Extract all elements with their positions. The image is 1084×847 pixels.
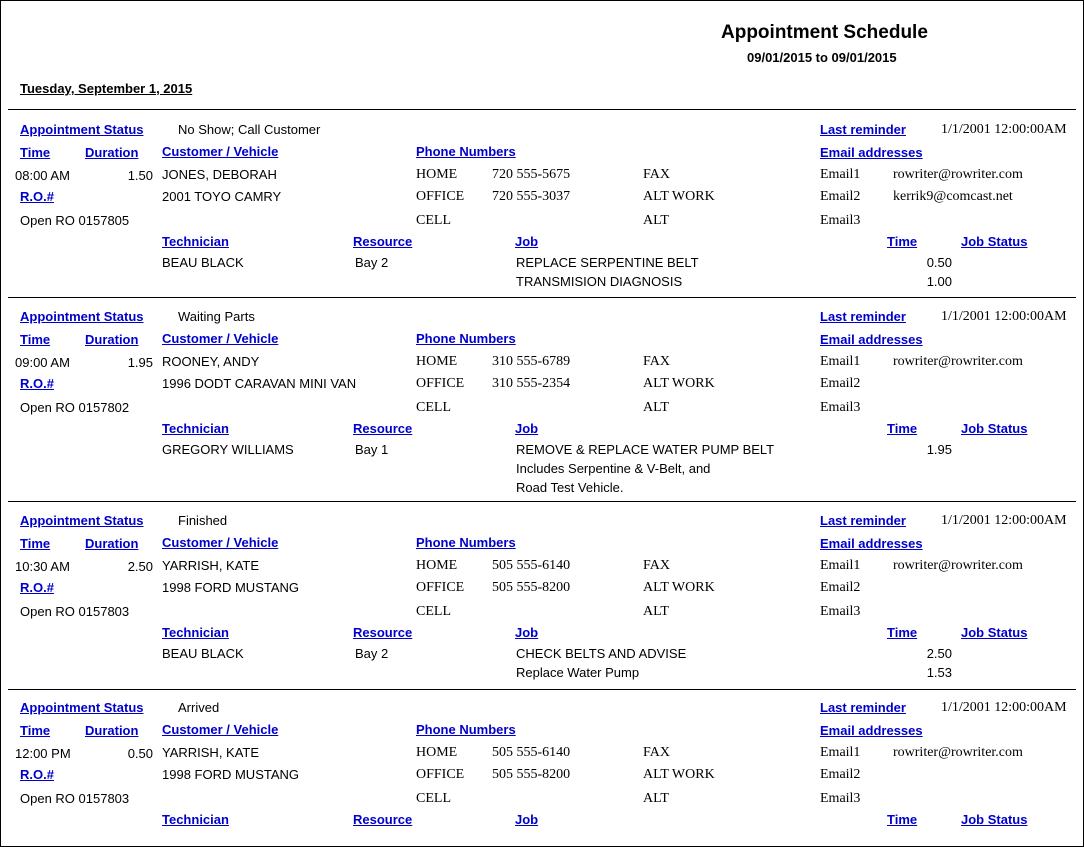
vehicle-description: 1998 FORD MUSTANG — [162, 580, 300, 595]
alt-phone-label: ALT — [643, 400, 669, 415]
phone-numbers-header-link[interactable]: Phone Numbers — [416, 722, 516, 737]
vehicle-description: 2001 TOYO CAMRY — [162, 189, 282, 204]
ro-number-link[interactable]: R.O.# — [20, 189, 54, 204]
home-phone-value: 310 555-6789 — [492, 354, 571, 369]
vehicle-description: 1996 DODT CARAVAN MINI VAN — [162, 376, 357, 391]
job-description: CHECK BELTS AND ADVISE — [516, 646, 687, 661]
job-time-value: 1.53 — [926, 665, 952, 680]
resource-name: Bay 1 — [355, 442, 389, 457]
customer-vehicle-header-link[interactable]: Customer / Vehicle — [162, 535, 279, 550]
home-phone-label: HOME — [416, 354, 458, 369]
email2-label: Email2 — [820, 767, 861, 782]
phone-numbers-header-link[interactable]: Phone Numbers — [416, 331, 516, 346]
job-time-value: 2.50 — [926, 646, 952, 661]
email-addresses-header-link[interactable]: Email addresses — [820, 145, 923, 160]
job-header-link[interactable]: Job — [515, 812, 539, 827]
job-description: Replace Water Pump — [516, 665, 640, 680]
last-reminder-link[interactable]: Last reminder — [820, 700, 906, 715]
alt-phone-label: ALT — [643, 213, 669, 228]
home-phone-value: 505 555-6140 — [492, 745, 571, 760]
resource-header-link[interactable]: Resource — [353, 234, 413, 249]
time-header-link[interactable]: Time — [20, 723, 51, 738]
job-time-value: 0.50 — [926, 255, 952, 270]
home-phone-label: HOME — [416, 745, 458, 760]
email3-label: Email3 — [820, 604, 861, 619]
office-phone-value: 310 555-2354 — [492, 376, 571, 391]
technician-name: BEAU BLACK — [162, 255, 244, 270]
last-reminder-value: 1/1/2001 12:00:00AM — [941, 309, 1067, 324]
ro-number-value: Open RO 0157802 — [20, 400, 130, 415]
alt-phone-label: ALT — [643, 791, 669, 806]
time-header-link[interactable]: Time — [20, 145, 51, 160]
customer-name: ROONEY, ANDY — [162, 354, 260, 369]
last-reminder-link[interactable]: Last reminder — [820, 309, 906, 324]
last-reminder-value: 1/1/2001 12:00:00AM — [941, 700, 1067, 715]
duration-header-link[interactable]: Duration — [85, 332, 139, 347]
email3-label: Email3 — [820, 213, 861, 228]
email2-label: Email2 — [820, 580, 861, 595]
email1-label: Email1 — [820, 167, 861, 182]
appointment-time: 12:00 PM — [15, 746, 71, 761]
alt-work-phone-label: ALT WORK — [643, 189, 715, 204]
phone-numbers-header-link[interactable]: Phone Numbers — [416, 535, 516, 550]
technician-header-link[interactable]: Technician — [162, 812, 229, 827]
ro-number-link[interactable]: R.O.# — [20, 767, 54, 782]
email1-label: Email1 — [820, 745, 861, 760]
home-phone-label: HOME — [416, 558, 458, 573]
job-time-header-link[interactable]: Time — [887, 625, 918, 640]
appointment-status-value: Arrived — [178, 700, 220, 715]
customer-vehicle-header-link[interactable]: Customer / Vehicle — [162, 722, 279, 737]
customer-name: YARRISH, KATE — [162, 745, 260, 760]
resource-header-link[interactable]: Resource — [353, 625, 413, 640]
section-divider — [8, 297, 1076, 298]
appointment-duration: 0.50 — [127, 746, 153, 761]
office-phone-value: 505 555-8200 — [492, 580, 571, 595]
job-description: TRANSMISION DIAGNOSIS — [516, 274, 683, 289]
job-status-header-link[interactable]: Job Status — [961, 812, 1028, 827]
job-status-header-link[interactable]: Job Status — [961, 234, 1028, 249]
duration-header-link[interactable]: Duration — [85, 145, 139, 160]
job-description: REMOVE & REPLACE WATER PUMP BELT — [516, 442, 775, 457]
appointment-status-value: No Show; Call Customer — [178, 122, 321, 137]
cell-phone-label: CELL — [416, 213, 451, 228]
technician-name: GREGORY WILLIAMS — [162, 442, 294, 457]
job-description: Road Test Vehicle. — [516, 480, 624, 495]
cell-phone-label: CELL — [416, 791, 451, 806]
job-time-value: 1.95 — [926, 442, 952, 457]
section-divider — [8, 501, 1076, 502]
alt-work-phone-label: ALT WORK — [643, 376, 715, 391]
customer-vehicle-header-link[interactable]: Customer / Vehicle — [162, 331, 279, 346]
technician-header-link[interactable]: Technician — [162, 421, 229, 436]
email3-label: Email3 — [820, 400, 861, 415]
ro-number-value: Open RO 0157803 — [20, 791, 130, 806]
job-header-link[interactable]: Job — [515, 625, 539, 640]
technician-header-link[interactable]: Technician — [162, 234, 229, 249]
appointment-status-link[interactable]: Appointment Status — [20, 513, 144, 528]
office-phone-value: 720 555-3037 — [492, 189, 571, 204]
resource-name: Bay 2 — [355, 255, 389, 270]
appointment-status-link[interactable]: Appointment Status — [20, 122, 144, 137]
job-header-link[interactable]: Job — [515, 234, 539, 249]
email3-label: Email3 — [820, 791, 861, 806]
resource-header-link[interactable]: Resource — [353, 421, 413, 436]
duration-header-link[interactable]: Duration — [85, 536, 139, 551]
technician-header-link[interactable]: Technician — [162, 625, 229, 640]
phone-numbers-header-link[interactable]: Phone Numbers — [416, 144, 516, 159]
office-phone-value: 505 555-8200 — [492, 767, 571, 782]
report-date-range: 09/01/2015 to 09/01/2015 — [747, 50, 897, 65]
report-title: Appointment Schedule — [721, 22, 928, 43]
day-heading: Tuesday, September 1, 2015 — [20, 81, 193, 96]
job-time-header-link[interactable]: Time — [887, 812, 918, 827]
email1-label: Email1 — [820, 558, 861, 573]
alt-work-phone-label: ALT WORK — [643, 580, 715, 595]
appointment-status-value: Waiting Parts — [178, 309, 255, 324]
job-time-header-link[interactable]: Time — [887, 421, 918, 436]
email-addresses-header-link[interactable]: Email addresses — [820, 332, 923, 347]
email1-label: Email1 — [820, 354, 861, 369]
ro-number-value: Open RO 0157803 — [20, 604, 130, 619]
fax-phone-label: FAX — [643, 354, 670, 369]
ro-number-link[interactable]: R.O.# — [20, 376, 54, 391]
job-description: Includes Serpentine & V-Belt, and — [516, 461, 711, 476]
email2-value: kerrik9@comcast.net — [893, 189, 1013, 204]
fax-phone-label: FAX — [643, 167, 670, 182]
job-header-link[interactable]: Job — [515, 421, 539, 436]
email1-value: rowriter@rowriter.com — [893, 745, 1023, 760]
appointment-status-link[interactable]: Appointment Status — [20, 700, 144, 715]
job-time-header-link[interactable]: Time — [887, 234, 918, 249]
email1-value: rowriter@rowriter.com — [893, 354, 1023, 369]
email2-label: Email2 — [820, 376, 861, 391]
email1-value: rowriter@rowriter.com — [893, 558, 1023, 573]
email1-value: rowriter@rowriter.com — [893, 167, 1023, 182]
appointment-status-value: Finished — [178, 513, 228, 528]
time-header-link[interactable]: Time — [20, 536, 51, 551]
cell-phone-label: CELL — [416, 400, 451, 415]
email-addresses-header-link[interactable]: Email addresses — [820, 536, 923, 551]
ro-number-link[interactable]: R.O.# — [20, 580, 54, 595]
appointment-time: 09:00 AM — [15, 355, 70, 370]
appointment-status-link[interactable]: Appointment Status — [20, 309, 144, 324]
last-reminder-value: 1/1/2001 12:00:00AM — [941, 122, 1067, 137]
customer-vehicle-header-link[interactable]: Customer / Vehicle — [162, 144, 279, 159]
appointment-duration: 1.50 — [127, 168, 153, 183]
section-divider — [8, 689, 1076, 690]
last-reminder-link[interactable]: Last reminder — [820, 122, 906, 137]
ro-number-value: Open RO 0157805 — [20, 213, 130, 228]
customer-name: JONES, DEBORAH — [162, 167, 277, 182]
last-reminder-link[interactable]: Last reminder — [820, 513, 906, 528]
cell-phone-label: CELL — [416, 604, 451, 619]
section-divider — [8, 109, 1076, 110]
office-phone-label: OFFICE — [416, 580, 465, 595]
customer-name: YARRISH, KATE — [162, 558, 260, 573]
resource-name: Bay 2 — [355, 646, 389, 661]
job-status-header-link[interactable]: Job Status — [961, 625, 1028, 640]
office-phone-label: OFFICE — [416, 767, 465, 782]
appointment-duration: 1.95 — [127, 355, 153, 370]
home-phone-value: 505 555-6140 — [492, 558, 571, 573]
resource-header-link[interactable]: Resource — [353, 812, 413, 827]
office-phone-label: OFFICE — [416, 189, 465, 204]
duration-header-link[interactable]: Duration — [85, 723, 139, 738]
email-addresses-header-link[interactable]: Email addresses — [820, 723, 923, 738]
appointment-duration: 2.50 — [127, 559, 153, 574]
last-reminder-value: 1/1/2001 12:00:00AM — [941, 513, 1067, 528]
fax-phone-label: FAX — [643, 745, 670, 760]
fax-phone-label: FAX — [643, 558, 670, 573]
office-phone-label: OFFICE — [416, 376, 465, 391]
job-description: REPLACE SERPENTINE BELT — [516, 255, 699, 270]
time-header-link[interactable]: Time — [20, 332, 51, 347]
technician-name: BEAU BLACK — [162, 646, 244, 661]
job-status-header-link[interactable]: Job Status — [961, 421, 1028, 436]
appointment-time: 10:30 AM — [15, 559, 70, 574]
job-time-value: 1.00 — [926, 274, 952, 289]
vehicle-description: 1998 FORD MUSTANG — [162, 767, 300, 782]
alt-work-phone-label: ALT WORK — [643, 767, 715, 782]
alt-phone-label: ALT — [643, 604, 669, 619]
appointment-time: 08:00 AM — [15, 168, 70, 183]
email2-label: Email2 — [820, 189, 861, 204]
home-phone-label: HOME — [416, 167, 458, 182]
home-phone-value: 720 555-5675 — [492, 167, 571, 182]
